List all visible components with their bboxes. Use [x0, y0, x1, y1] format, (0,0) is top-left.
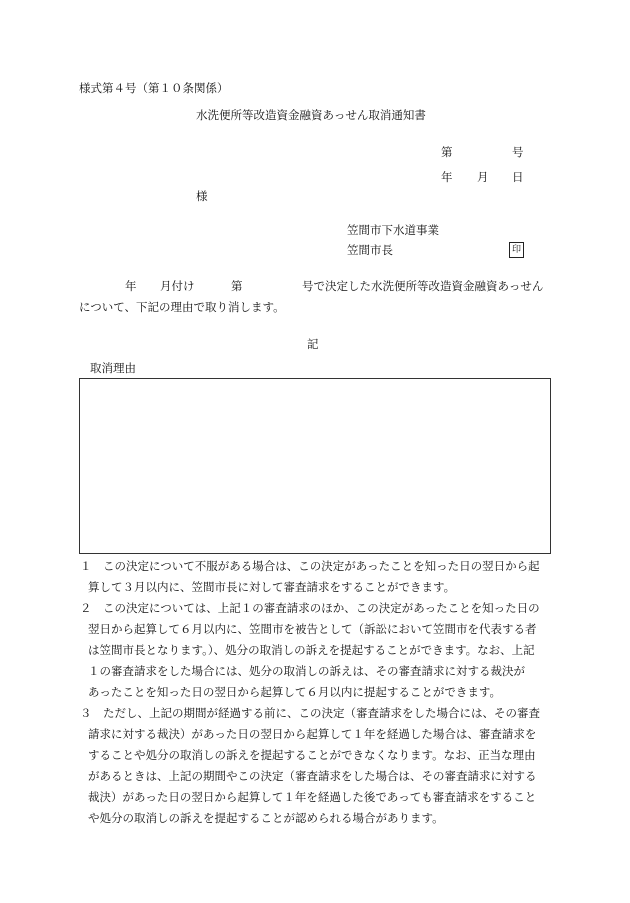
note-line: があるときは、上記の期間やこの決定（審査請求をした場合は、その審査請求に対する	[88, 769, 537, 783]
body-year: 年	[125, 279, 137, 293]
note-line: することや処分の取消しの訴えを提起することができなくなります。なお、正当な理由	[88, 748, 536, 762]
note-line: や処分の取消しの訴えを提起することが認められる場合があります。	[88, 811, 444, 825]
note-line: ２ この決定については、上記１の審査請求のほか、この決定があったことを知った日の	[80, 601, 540, 615]
note-item-3	[80, 703, 550, 829]
note-line: 算して３月以内に、笠間市長に対して審査請求をすることができます。	[88, 580, 456, 594]
note-line: あったことを知った日の翌日から起算して６月以内に提起することができます。	[88, 685, 501, 699]
doc-number-prefix: 第	[441, 145, 453, 159]
note-line: ３ ただし、上記の期間が経過する前に、この決定（審査請求をした場合には、その審査	[80, 706, 540, 720]
note-line: １の審査請求をした場合には、処分の取消しの訴えは、その審査請求に対する裁決が	[88, 664, 525, 678]
note-item-2	[80, 598, 550, 703]
note-line: は笠間市長となります。）、処分の取消しの訴えを提起することができます。なお、上記	[88, 643, 535, 657]
ki-heading: 記	[307, 337, 319, 351]
document-title: 水洗便所等改造資金融資あっせん取消通知書	[196, 108, 426, 122]
body-number-prefix: 第	[231, 279, 243, 293]
body-line1-rest: 号で決定した水洗便所等改造資金融資あっせん	[302, 279, 544, 293]
body-month-suffix: 月付け	[160, 279, 195, 293]
notes-section	[80, 556, 550, 829]
form-number: 様式第４号（第１０条関係）	[79, 81, 229, 95]
note-line: １ この決定について不服がある場合は、この決定があったことを知った日の翌日から起	[80, 559, 540, 573]
date-year: 年	[441, 170, 453, 184]
issuer-title: 笠間市長	[347, 243, 393, 257]
note-line: 翌日から起算して６月以内に、笠間市を被告として（訴訟において笠間市を代表する者	[88, 622, 537, 636]
date-month: 月	[477, 170, 489, 184]
note-line: 裁決）があった日の翌日から起算して１年を経過した後であっても審査請求をすること	[88, 790, 537, 804]
date-day: 日	[512, 170, 524, 184]
seal-mark: 印	[509, 242, 524, 258]
body-line2: について、下記の理由で取り消します。	[79, 300, 285, 314]
issuer-organization: 笠間市下水道事業	[347, 223, 439, 237]
addressee-suffix: 様	[196, 189, 208, 203]
note-item-1	[80, 556, 550, 598]
reason-label: 取消理由	[90, 361, 136, 375]
reason-box	[79, 378, 551, 554]
doc-number-suffix: 号	[512, 145, 524, 159]
note-line: 請求に対する裁決）があった日の翌日から起算して１年を経過した場合は、審査請求を	[88, 727, 537, 741]
